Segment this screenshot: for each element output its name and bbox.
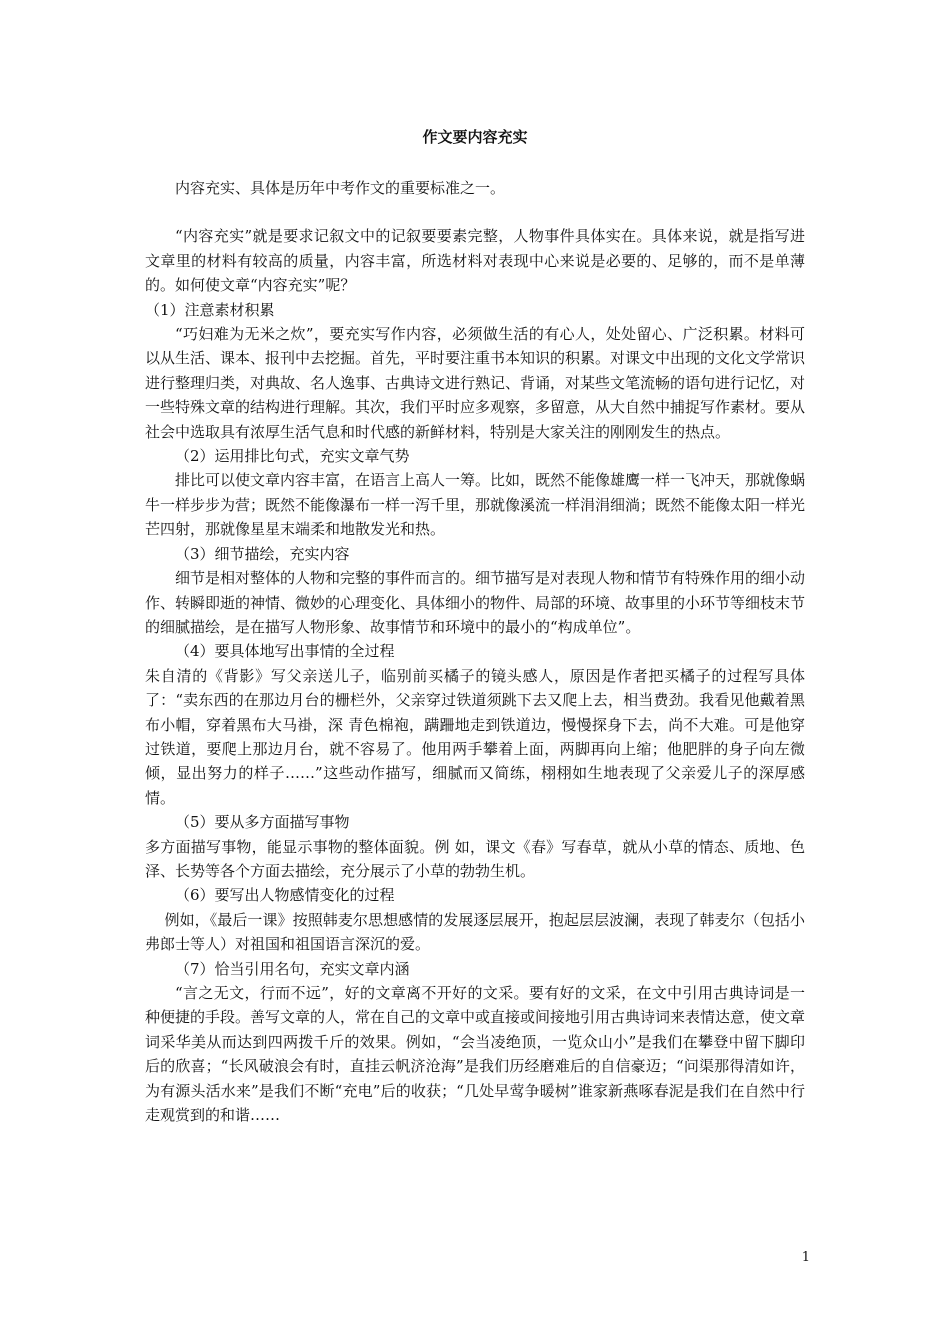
document-title: 作文要内容充实 [422, 128, 528, 146]
section-body-1: “巧妇难为无米之炊”，要充实写作内容，必须做生活的有心人，处处留心、广泛积累。材料可以从生活、课本、报刊中去挖掘。首先，平时要注重书本知识的积累。对课文中出现的文化文学常识进行整理归类，对典故、名人逸事、古典诗文进行熟记、背诵，对某些文笔流畅的语句进行记忆，对一些特殊文章的结构进行理解。其次，我们平时应多观察，多留意，从大自然中捕捉写作素材。要从社会中选取具有浓厚生活气息和时代感的新鲜材料，特别是大家关注的刚刚发生的热点。 [145, 325, 806, 441]
section-heading-3: （3）细节描绘，充实内容 [175, 544, 350, 563]
section-heading-5: （5）要从多方面描写事物 [175, 813, 350, 832]
section-heading-1: （1）注意素材积累 [145, 300, 275, 319]
section-body-4: 朱自清的《背影》写父亲送儿子，临别前买橘子的镜头感人，原因是作者把买橘子的过程写具体了：“卖东西的在那边月台的栅栏外，父亲穿过铁道须跳下去又爬上去，相当费劲。我看见他戴着黑布小帽，穿着黑布大马褂，深 青色棉袍，蹒跚地走到铁道边，慢慢探身下去，尚不大难。可是他穿过铁道，要爬上那边月台，就不容易了。他用两手攀着上面，两脚再向上缩；他肥胖的身子向左微倾，显出努力的样子……”这些动作描写，细腻而又简练，栩栩如生地表现了父亲爱儿子的深厚感情。 [145, 666, 805, 807]
paragraph-intro: 内容充实、具体是历年中考作文的重要标准之一。 [175, 179, 506, 197]
section-body-6: 例如，《最后一课》按照韩麦尔思想感情的发展逐层展开，抱起层层波澜，表现了韩麦尔（包括小弗郎士等人）对祖国和祖国语言深沉的爱。 [145, 910, 805, 954]
section-body-7: “言之无文，行而不远”，好的文章离不开好的文采。要有好的文采，在文中引用古典诗词是一种便捷的手段。善写文章的人，常在自己的文章中或直接或间接地引用古典诗词来表情达意，使文章词采华美从而达到四两拨千斤的效果。例如，“会当凌绝顶，一览众山小”是我们在攀登中留下脚印后的欣喜；“长风破浪会有时，直挂云帆济沧海”是我们历经磨难后的自信豪迈；“问渠那得清如许，为有源头活水来”是我们不断“充电”后的收获；“几处早莺争暖树”谁家新燕啄春泥是我们在自然中行走观赏到的和谐…… [145, 984, 806, 1125]
section-heading-2: （2）运用排比句式，充实文章气势 [175, 447, 410, 466]
page-number: 1 [801, 1250, 810, 1265]
section-heading-4: （4）要具体地写出事情的全过程 [175, 642, 395, 661]
section-body-3: 细节是相对整体的人物和完整的事件而言的。细节描写是对表现人物和情节有特殊作用的细小动作、转瞬即逝的神情、微妙的心理变化、具体细小的物件、局部的环境、故事里的小环节等细枝末节的细腻描绘，是在描写人物形象、故事情节和环境中的最小的“构成单位”。 [145, 569, 806, 636]
document-body [145, 176, 805, 1127]
section-body-5: 多方面描写事物，能显示事物的整体面貌。例 如，课文《春》写春草，就从小草的情态、质地、色泽、长势等各个方面去描绘，充分展示了小草的勃勃生机。 [145, 837, 805, 880]
section-heading-6: （6）要写出人物感情变化的过程 [175, 886, 395, 905]
paragraph-gap [145, 200, 805, 224]
section-heading-7: （7）恰当引用名句，充实文章内涵 [175, 959, 410, 978]
paragraph-definition: “内容充实”就是要求记叙文中的记叙要要素完整，人物事件具体实在。具体来说，就是指写进文章里的材料有较高的质量，内容丰富，所选材料对表现中心来说是必要的、足够的，而不是单薄的。如何使文章“内容充实”呢？ [145, 227, 805, 295]
section-body-2: 排比可以使文章内容丰富，在语言上高人一筹。比如，既然不能像雄鹰一样一飞冲天，那就像蜗牛一样步步为营；既然不能像瀑布一样一泻千里，那就像溪流一样涓涓细淌；既然不能像太阳一样光芒四射，那就像星星末端柔和地散发光和热。 [145, 471, 806, 539]
